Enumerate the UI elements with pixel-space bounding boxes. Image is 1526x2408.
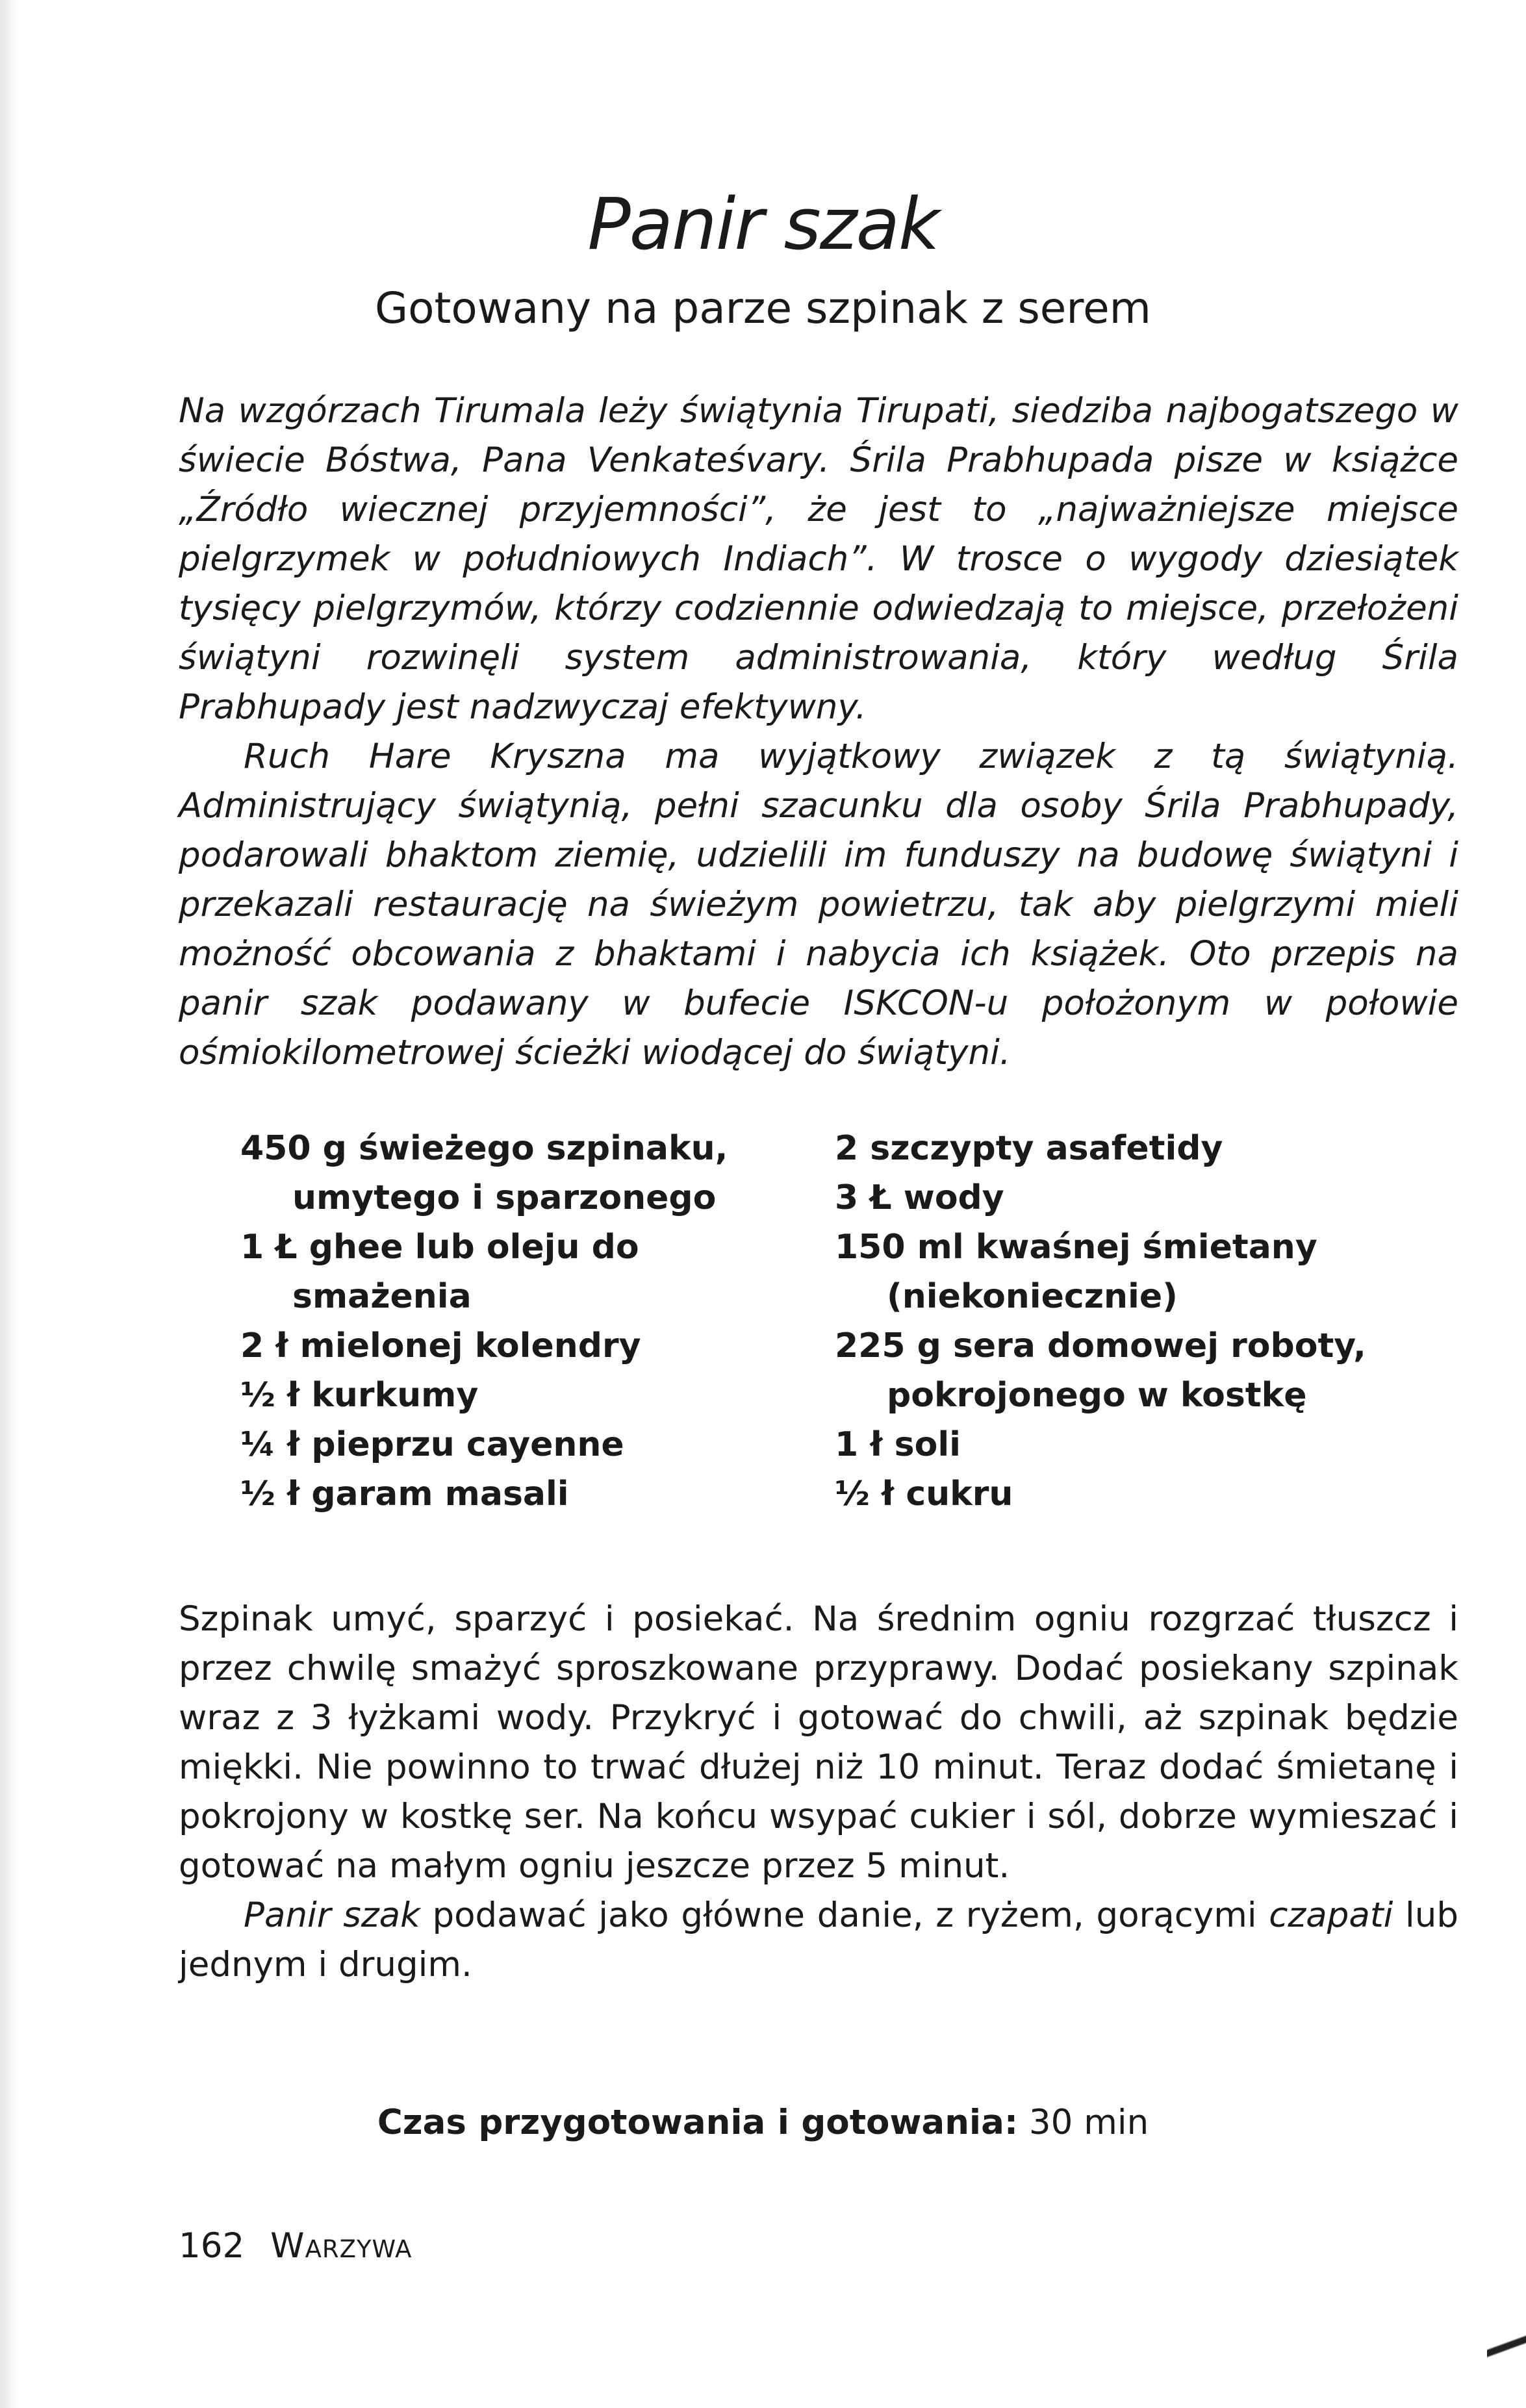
section-name: Warzywa — [270, 2226, 413, 2266]
intro-paragraph: Ruch Hare Kryszna ma wyjątkowy związek z tą świątynią. Administrujący świątynią, pełni szacunku dla osoby Śrila Prabhupady, podarowali bhaktom ziemię, udzielili im funduszy na budowę świątyni i przekazali restaurację na świeżym powietrzu, tak aby pielgrzymi mieli możność obcowania z bhaktami i nabycia ich książek. Oto przepis na panir szak podawany w bufecie ISKCON-u położonym w połowie ośmiokilometrowej ścieżki wiodącej do świątyni. — [179, 737, 1458, 1072]
recipe-title: Panir szak — [587, 183, 939, 266]
ingredient-item: ¼ ł pieprzu cayenne — [240, 1425, 624, 1464]
ingredients-left-column — [240, 1124, 799, 1519]
ingredient-item: ½ ł cukru — [835, 1475, 1013, 1514]
serving-text: podawać jako główne danie, z ryżem, gorącymi — [420, 1895, 1269, 1935]
ingredient-item: 1 Ł ghee lub oleju do smażenia — [240, 1228, 639, 1316]
recipe-subtitle: Gotowany na parze szpinak z serem — [375, 283, 1151, 333]
ingredient-item: 150 ml kwaśnej śmietany (niekoniecznie) — [835, 1228, 1317, 1316]
ingredient-item: ½ ł kurkumy — [240, 1376, 479, 1415]
ingredient-item: 3 Ł wody — [835, 1178, 1004, 1217]
ingredient-item: 1 ł soli — [835, 1425, 961, 1464]
ingredient-item: 450 g świeżego szpinaku, umytego i sparzonego — [240, 1129, 728, 1217]
method-paragraph: Szpinak umyć, sparzyć i posiekać. Na średnim ogniu rozgrzać tłuszcz i przez chwilę smażyć sproszkowane przyprawy. Dodać posiekany szpinak wraz z 3 łyżkami wody. Przykryć i gotować do chwili, aż szpinak będzie miękki. Nie powinno to trwać dłużej niż 10 minut. Teraz dodać śmietanę i pokrojony w kostkę ser. Na końcu wsypać cukier i sól, dobrze wymieszać i gotować na małym ogniu jeszcze przez 5 minut. — [179, 1599, 1458, 1886]
page-footer — [179, 2222, 412, 2271]
ingredient-item: 225 g sera domowej roboty, pokrojonego w kostkę — [835, 1326, 1366, 1415]
prep-time-value: 30 min — [1028, 2103, 1149, 2142]
corner-mark — [1487, 2239, 1526, 2408]
czapati-italic: czapati — [1269, 1895, 1393, 1935]
dish-name-italic: Panir szak — [244, 1895, 420, 1935]
ingredient-item: 2 szczypty asafetidy — [835, 1129, 1223, 1168]
page-number: 162 — [179, 2226, 245, 2266]
page-gutter-shadow — [0, 0, 18, 2408]
intro-paragraph: Na wzgórzach Tirumala leży świątynia Tirupati, siedziba najbogatszego w świecie Bóstwa, Pana Venkateśvary. Śrila Prabhupada pisze w książce „Źródło wiecznej przyjemności”, że jest to „najważniejsze miejsce pielgrzymek w południowych Indiach”. W trosce o wygody dziesiątek tysięcy pielgrzymów, którzy codziennie odwiedzają to miejsce, przełożeni świątyni rozwinęli system administrowania, który według Śrila Prabhupady jest nadzwyczaj efektywny. — [179, 391, 1458, 727]
ingredient-item: 2 ł mielonej kolendry — [240, 1326, 641, 1365]
ingredients-right-column — [835, 1124, 1419, 1519]
intro-text — [179, 387, 1458, 1078]
prep-time — [0, 2098, 1526, 2148]
method-text — [179, 1595, 1458, 1990]
prep-time-label: Czas przygotowania i gotowania: — [377, 2103, 1019, 2142]
serving-paragraph — [179, 1891, 1458, 1990]
serving-text-end: lub jednym i drugim. — [179, 1895, 1458, 1984]
ingredient-item: ½ ł garam masali — [240, 1475, 569, 1514]
